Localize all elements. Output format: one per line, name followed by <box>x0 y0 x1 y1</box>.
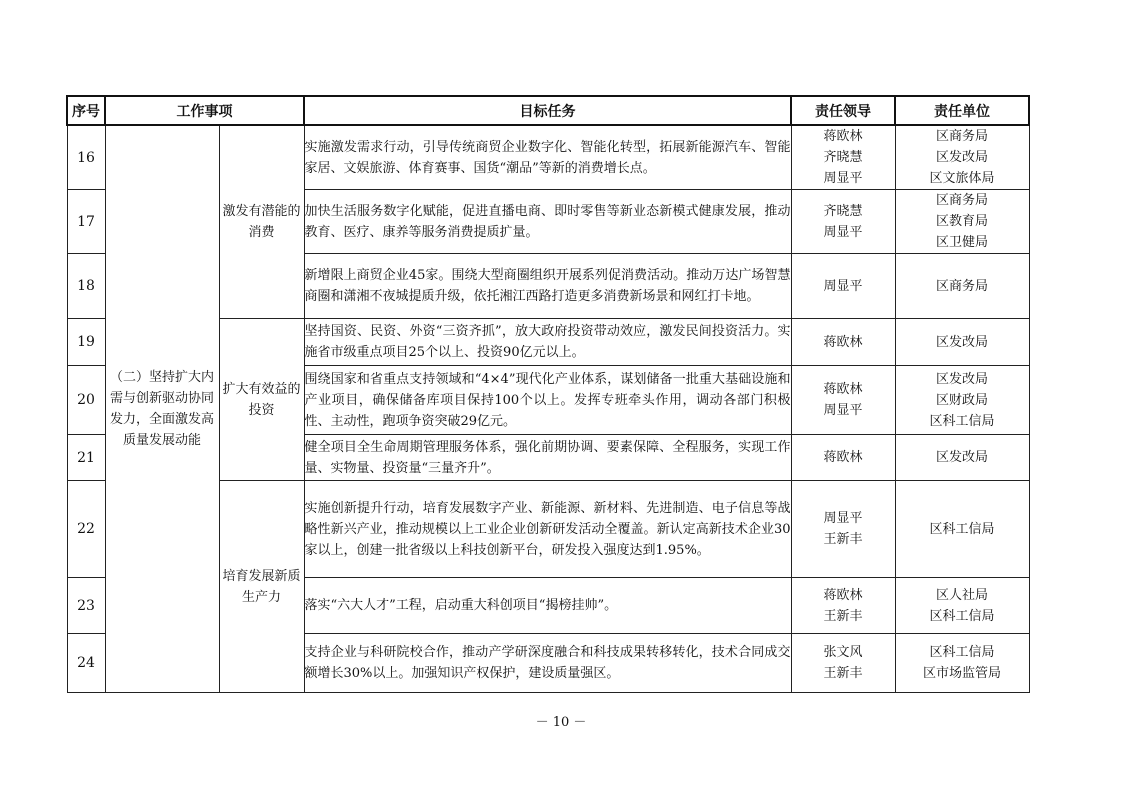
leader-cell <box>791 319 895 366</box>
leader-cell <box>791 190 895 254</box>
target-task: 坚持国资、民资、外资“三资齐抓”，放大政府投资带动效应，激发民间投资活力。实施省市级重点项目25个以上、投资90亿元以上。 <box>304 319 791 366</box>
unit-name: 区商务局 <box>935 193 988 208</box>
unit-cell <box>895 319 1029 366</box>
leader-name: 周显平 <box>823 224 863 240</box>
unit-name: 区卫健局 <box>935 235 988 250</box>
leader-name: 周显平 <box>823 511 863 526</box>
unit-cell <box>895 366 1029 435</box>
unit-name: 区科工信局 <box>929 413 995 429</box>
row-number: 24 <box>67 634 105 693</box>
subcategory-cell: 培育发展新质生产力 <box>219 481 304 693</box>
unit-name: 区市场监管局 <box>922 666 1001 681</box>
work-plan-table <box>66 95 1030 693</box>
unit-name: 区科工信局 <box>929 608 995 624</box>
subcategory-cell: 扩大有效益的投资 <box>219 319 304 481</box>
unit-name: 区发改局 <box>935 450 988 465</box>
leader-name: 王新丰 <box>823 532 863 547</box>
unit-name: 区商务局 <box>935 278 988 294</box>
leader-cell <box>791 254 895 319</box>
header-leader: 责任领导 <box>791 96 895 125</box>
header-unit: 责任单位 <box>895 96 1029 125</box>
leader-name: 周显平 <box>823 403 863 418</box>
category-cell: （二）坚持扩大内需与创新驱动协同发力，全面激发高质量发展动能 <box>105 125 219 693</box>
target-task: 围绕国家和省重点支持领域和“4×4”现代化产业体系，谋划储备一批重大基础设施和产业项目，确保储备库项目保持100个以上。发挥专班牵头作用，调动各部门积极性、主动性，跑项争资突破29亿元。 <box>304 366 791 435</box>
unit-name: 区发改局 <box>935 334 988 350</box>
row-number: 19 <box>67 319 105 366</box>
leader-cell <box>791 125 895 190</box>
header-no: 序号 <box>67 96 105 125</box>
subcategory-cell: 激发有潜能的消费 <box>219 125 304 319</box>
row-number: 16 <box>67 125 105 190</box>
row-number: 21 <box>67 435 105 481</box>
leader-name: 蒋欧林 <box>823 450 863 465</box>
page-number: － 10 － <box>535 715 587 730</box>
unit-cell <box>895 254 1029 319</box>
leader-name: 蒋欧林 <box>823 382 863 397</box>
leader-cell <box>791 481 895 578</box>
leader-name: 周显平 <box>823 278 863 294</box>
row-number: 23 <box>67 578 105 634</box>
leader-name: 周显平 <box>823 171 863 186</box>
target-task: 健全项目全生命周期管理服务体系，强化前期协调、要素保障、全程服务，实现工作量、实物量、投资量“三量齐升”。 <box>304 435 791 481</box>
leader-name: 张文风 <box>823 645 863 660</box>
leader-cell <box>791 435 895 481</box>
target-task: 支持企业与科研院校合作，推动产学研深度融合和科技成果转移转化，技术合同成交额增长30%以上。加强知识产权保护，建设质量强区。 <box>304 634 791 693</box>
unit-cell <box>895 190 1029 254</box>
leader-name: 齐晓慧 <box>823 150 863 165</box>
table-header-row <box>67 96 1029 125</box>
unit-cell <box>895 634 1029 693</box>
leader-cell <box>791 578 895 634</box>
unit-name: 区人社局 <box>935 587 988 603</box>
unit-cell <box>895 481 1029 578</box>
header-work-item: 工作事项 <box>105 96 304 125</box>
target-task: 实施创新提升行动，培育发展数字产业、新能源、新材料、先进制造、电子信息等战略性新兴产业，推动规模以上工业企业创新研发活动全覆盖。新认定高新技术企业30家以上，创建一批省级以上科技创新平台，研发投入强度达到1.95%。 <box>304 481 791 578</box>
leader-name: 王新丰 <box>823 666 863 681</box>
unit-cell <box>895 125 1029 190</box>
row-number: 17 <box>67 190 105 254</box>
target-task: 落实“六大人才”工程，启动重大科创项目“揭榜挂帅”。 <box>304 578 791 634</box>
unit-cell <box>895 435 1029 481</box>
row-number: 22 <box>67 481 105 578</box>
leader-name: 蒋欧林 <box>823 334 863 350</box>
unit-name: 区文旅体局 <box>929 171 995 186</box>
unit-name: 区科工信局 <box>929 521 995 537</box>
unit-name: 区发改局 <box>935 371 988 387</box>
leader-name: 蒋欧林 <box>823 129 863 144</box>
unit-name: 区科工信局 <box>929 645 995 660</box>
table-row <box>67 125 1029 190</box>
row-number: 18 <box>67 254 105 319</box>
leader-name: 齐晓慧 <box>823 203 863 219</box>
unit-name: 区商务局 <box>935 129 988 144</box>
unit-name: 区教育局 <box>935 214 988 229</box>
target-task: 实施激发需求行动，引导传统商贸企业数字化、智能化转型，拓展新能源汽车、智能家居、文娱旅游、体育赛事、国货“潮品”等新的消费增长点。 <box>304 125 791 190</box>
leader-name: 王新丰 <box>823 608 863 624</box>
row-number: 20 <box>67 366 105 435</box>
leader-cell <box>791 634 895 693</box>
target-task: 加快生活服务数字化赋能，促进直播电商、即时零售等新业态新模式健康发展，推动教育、医疗、康养等服务消费提质扩量。 <box>304 190 791 254</box>
leader-name: 蒋欧林 <box>823 587 863 603</box>
unit-cell <box>895 578 1029 634</box>
target-task: 新增限上商贸企业45家。围绕大型商圈组织开展系列促消费活动。推动万达广场智慧商圈和潇湘不夜城提质升级，依托湘江西路打造更多消费新场景和网红打卡地。 <box>304 254 791 319</box>
header-target-task: 目标任务 <box>304 96 791 125</box>
unit-name: 区发改局 <box>935 150 988 165</box>
unit-name: 区财政局 <box>935 392 988 408</box>
leader-cell <box>791 366 895 435</box>
